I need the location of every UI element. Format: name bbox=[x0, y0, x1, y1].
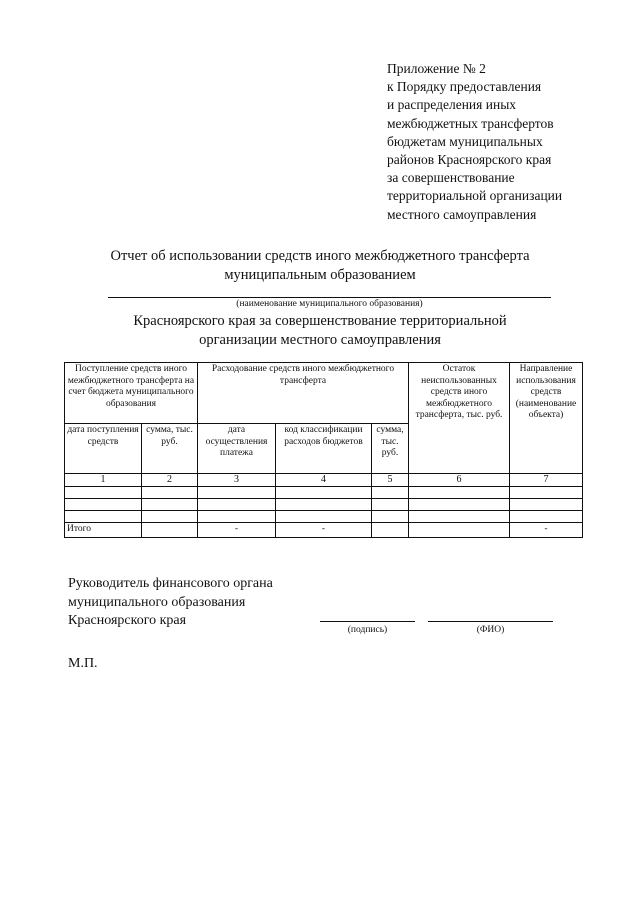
header-spent-sum: сумма, тыс. руб. bbox=[372, 424, 409, 474]
header-receipt-sum: сумма, тыс. руб. bbox=[142, 424, 198, 474]
column-number: 3 bbox=[198, 474, 276, 487]
table-cell bbox=[142, 487, 198, 499]
table-cell bbox=[276, 511, 372, 523]
report-title-line1: Отчет об использовании средств иного межбюджетного трансферта bbox=[110, 248, 530, 264]
header-remainder: Остаток неиспользованных средств иного межбюджетного трансферта, тыс. руб. bbox=[409, 363, 510, 474]
table-cell bbox=[65, 499, 142, 511]
municipality-underline bbox=[108, 297, 551, 298]
signatory-line: муниципального образования bbox=[68, 594, 246, 610]
column-number: 6 bbox=[409, 474, 510, 487]
table-cell bbox=[510, 499, 583, 511]
column-number: 4 bbox=[276, 474, 372, 487]
signatory-line: Руководитель финансового органа bbox=[68, 576, 273, 591]
seal-placeholder: М.П. bbox=[68, 656, 98, 671]
report-subtitle bbox=[0, 312, 640, 350]
appendix-line: местного самоуправления bbox=[387, 206, 537, 222]
report-title bbox=[0, 247, 640, 285]
signature-caption: (подпись) bbox=[347, 625, 388, 635]
table-cell bbox=[510, 511, 583, 523]
appendix-line: межбюджетных трансфертов bbox=[387, 115, 554, 131]
table-cell bbox=[276, 499, 372, 511]
table-cell bbox=[409, 499, 510, 511]
report-title-line2: муниципальным образованием bbox=[224, 267, 416, 283]
table-row bbox=[65, 487, 583, 499]
table-cell bbox=[65, 511, 142, 523]
total-row bbox=[65, 523, 583, 538]
table-cell bbox=[142, 499, 198, 511]
signature-line bbox=[320, 621, 415, 622]
table-cell bbox=[142, 511, 198, 523]
column-number: 1 bbox=[65, 474, 142, 487]
appendix-header bbox=[387, 60, 627, 224]
total-payment-date: - bbox=[198, 523, 276, 538]
table-cell bbox=[372, 511, 409, 523]
table-cell bbox=[409, 523, 510, 538]
table-cell bbox=[276, 487, 372, 499]
appendix-line: территориальной организации bbox=[387, 188, 563, 204]
column-number: 2 bbox=[142, 474, 198, 487]
column-number: 7 bbox=[510, 474, 583, 487]
signatory-block bbox=[68, 575, 273, 631]
name-caption: (ФИО) bbox=[476, 625, 505, 635]
header-receipt-date: дата поступления средств bbox=[65, 424, 142, 474]
report-subtitle-line1: Красноярского края за совершенствование территориальной bbox=[133, 313, 507, 329]
table-row bbox=[65, 511, 583, 523]
total-budget-code: - bbox=[276, 523, 372, 538]
appendix-line: Приложение № 2 bbox=[387, 61, 486, 76]
header-receipt-group: Поступление средств иного межбюджетного трансферта на счет бюджета муниципального образования bbox=[65, 363, 198, 424]
total-label: Итого bbox=[65, 523, 142, 538]
table-cell bbox=[372, 487, 409, 499]
table-cell bbox=[372, 523, 409, 538]
table-cell bbox=[409, 487, 510, 499]
column-number: 5 bbox=[372, 474, 409, 487]
table-row bbox=[65, 499, 583, 511]
header-direction: Направление использования средств (наименование объекта) bbox=[510, 363, 583, 474]
municipality-caption: (наименование муниципального образования) bbox=[236, 299, 423, 309]
total-direction: - bbox=[510, 523, 583, 538]
header-spending-group: Расходование средств иного межбюджетного трансферта bbox=[198, 363, 409, 424]
table-cell bbox=[142, 523, 198, 538]
appendix-line: районов Красноярского края bbox=[387, 152, 552, 168]
table-cell bbox=[198, 511, 276, 523]
appendix-line: за совершенствование bbox=[387, 170, 515, 186]
table-cell bbox=[198, 487, 276, 499]
report-subtitle-line2: организации местного самоуправления bbox=[199, 332, 441, 348]
appendix-line: бюджетам муниципальных bbox=[387, 133, 543, 149]
table-cell bbox=[372, 499, 409, 511]
appendix-line: к Порядку предоставления bbox=[387, 79, 542, 95]
header-budget-code: код классификации расходов бюджетов bbox=[276, 424, 372, 474]
table-cell bbox=[65, 487, 142, 499]
header-payment-date: дата осуществления платежа bbox=[198, 424, 276, 474]
signatory-line: Красноярского края bbox=[68, 613, 187, 628]
appendix-line: и распределения иных bbox=[387, 97, 517, 113]
table-cell bbox=[198, 499, 276, 511]
name-line bbox=[428, 621, 553, 622]
table-cell bbox=[409, 511, 510, 523]
table-cell bbox=[510, 487, 583, 499]
report-table bbox=[64, 362, 583, 538]
